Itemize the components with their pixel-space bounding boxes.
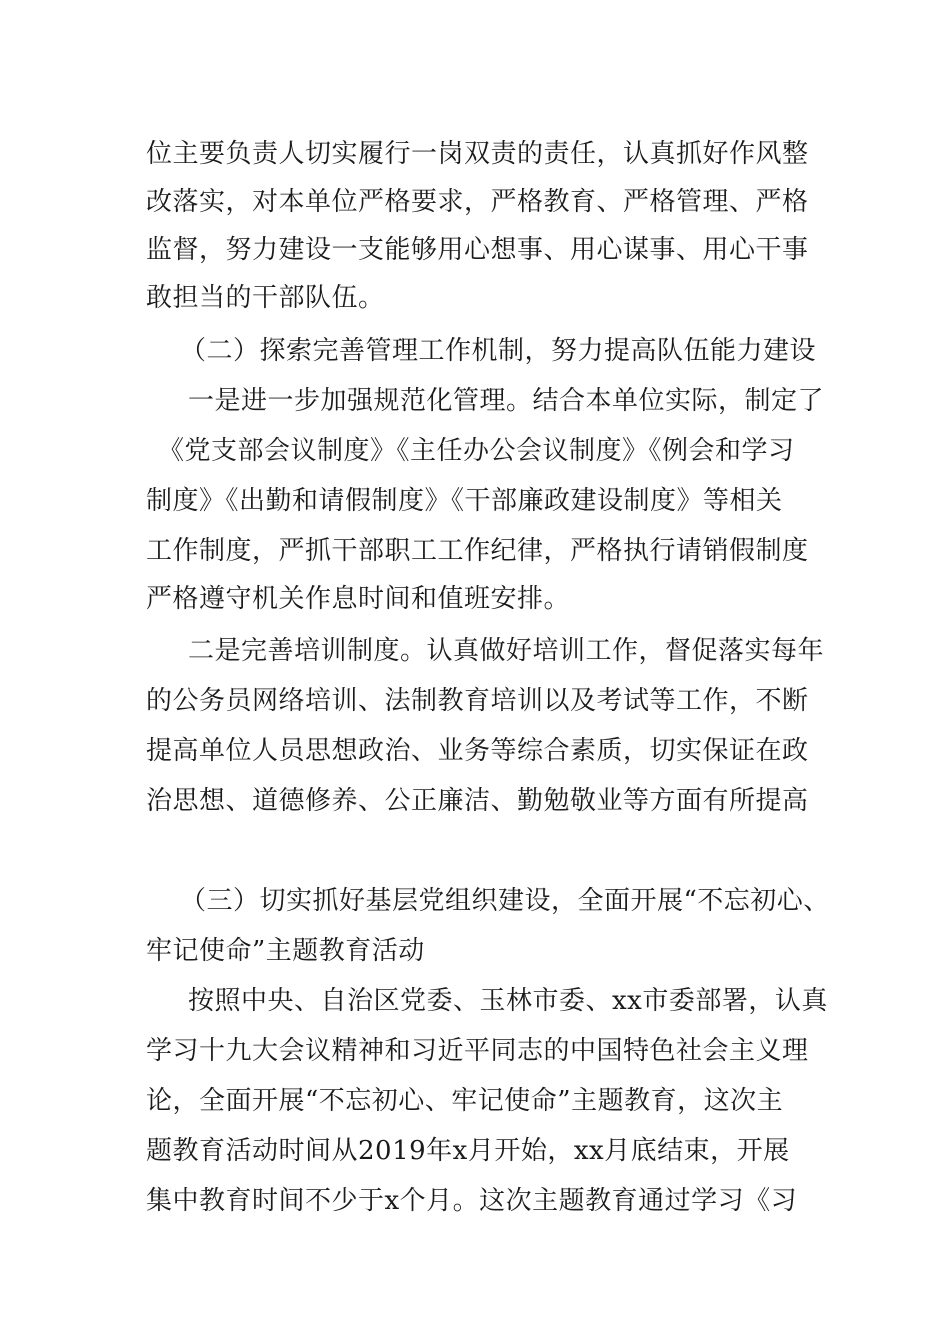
paragraph-line: 严格遵守机关作息时间和值班安排。 <box>146 584 571 614</box>
paragraph-line: 的公务员网络培训、法制教育培训以及考试等工作，不断 <box>146 686 809 716</box>
paragraph-line: 位主要负责人切实履行一岗双责的责任，认真抓好作风整 <box>146 139 809 169</box>
section-heading-continued: 牢记使命”主题教育活动 <box>146 936 425 966</box>
paragraph-line: 学习十九大会议精神和习近平同志的中国特色社会主义理 <box>146 1036 809 1066</box>
paragraph-line: 题教育活动时间从2019年x月开始，xx月底结束，开展 <box>146 1136 790 1166</box>
paragraph-line: 提高单位人员思想政治、业务等综合素质，切实保证在政 <box>146 736 809 766</box>
paragraph-line: 《党支部会议制度》《主任办公会议制度》《例会和学习 <box>158 436 795 466</box>
paragraph-line: 二是完善培训制度。认真做好培训工作，督促落实每年 <box>188 636 825 666</box>
paragraph-line: 一是进一步加强规范化管理。结合本单位实际，制定了 <box>188 386 825 416</box>
section-heading: （二）探索完善管理工作机制，努力提高队伍能力建设 <box>180 336 817 366</box>
paragraph-line: 集中教育时间不少于x个月。这次主题教育通过学习《习 <box>146 1186 798 1216</box>
paragraph-line: 监督，努力建设一支能够用心想事、用心谋事、用心干事 <box>146 235 809 265</box>
paragraph-line: 工作制度，严抓干部职工工作纪律，严格执行请销假制度 <box>146 536 809 566</box>
paragraph-line: 按照中央、自治区党委、玉林市委、xx市委部署，认真 <box>188 986 828 1016</box>
section-heading: （三）切实抓好基层党组织建设，全面开展“不忘初心、 <box>180 886 830 916</box>
paragraph-line: 治思想、道德修养、公正廉洁、勤勉敬业等方面有所提高 <box>146 786 809 816</box>
paragraph-line: 改落实，对本单位严格要求，严格教育、严格管理、严格 <box>146 187 809 217</box>
paragraph-line: 论，全面开展“不忘初心、牢记使命”主题教育，这次主 <box>146 1086 784 1116</box>
paragraph-line: 制度》《出勤和请假制度》《干部廉政建设制度》等相关 <box>146 486 783 516</box>
paragraph-line: 敢担当的干部队伍。 <box>146 283 385 313</box>
